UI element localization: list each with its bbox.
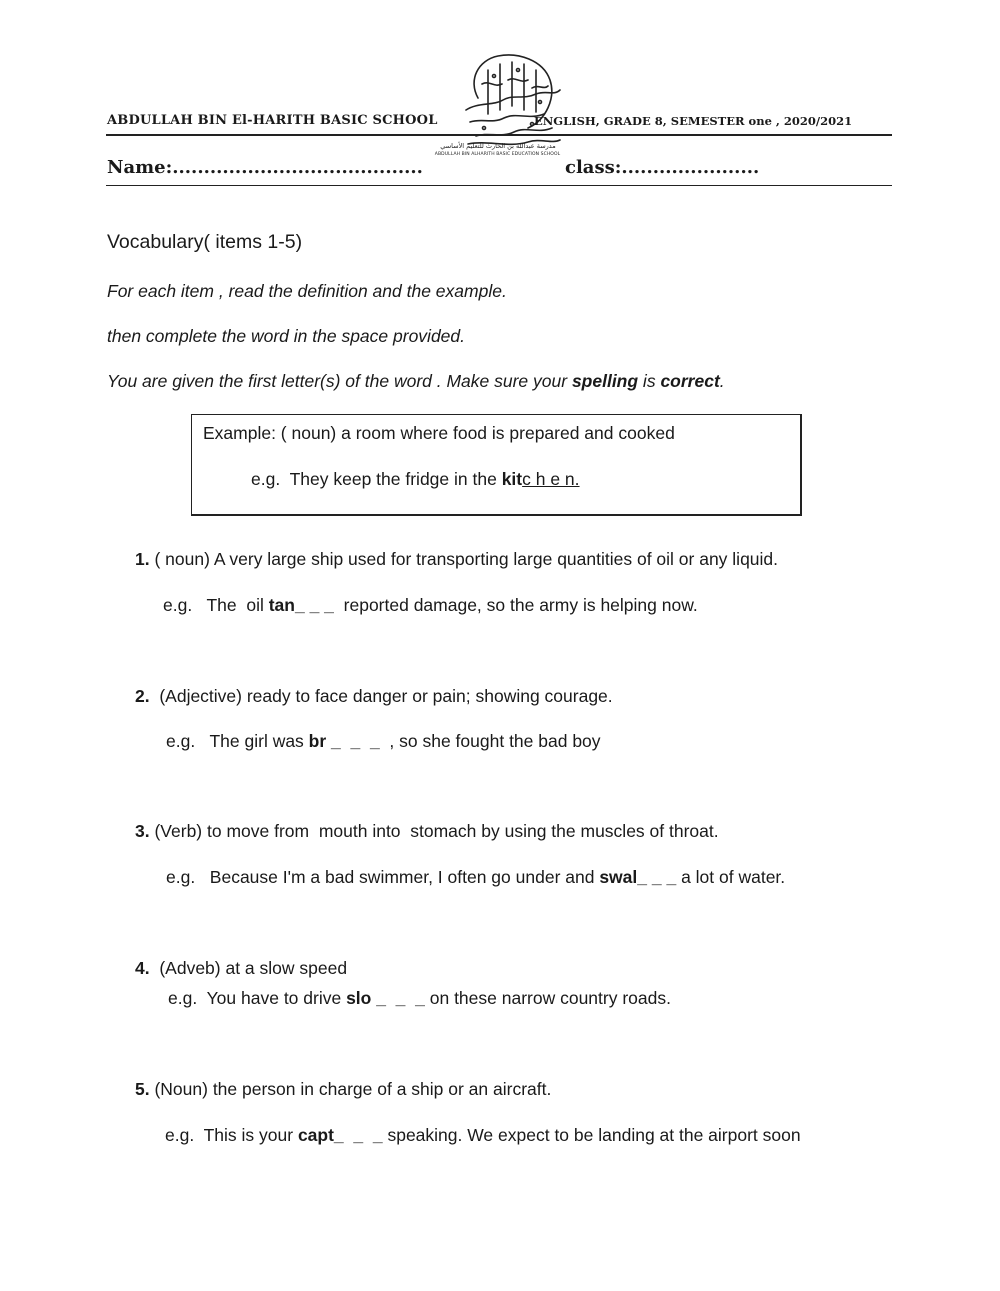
example-word-completion: c h e n. xyxy=(522,469,580,489)
eg-label: e.g. xyxy=(163,595,193,615)
item-definition: (Verb) to move from mouth into stomach by using the muscles of throat. xyxy=(149,821,719,841)
item-4-definition-line xyxy=(135,958,347,979)
item-5-example-line xyxy=(165,1125,801,1146)
item-3-definition-line xyxy=(135,821,719,842)
example-text: speaking. We expect to be landing at the airport soon xyxy=(382,1125,801,1145)
item-3-example-line xyxy=(166,867,785,888)
item-4-word-blank: slo _ _ _ xyxy=(346,988,425,1008)
item-4-example-line xyxy=(168,988,671,1009)
example-definition: Example: ( noun) a room where food is prepared and cooked xyxy=(203,423,675,443)
name-divider xyxy=(106,185,892,186)
class-field: class:...................... xyxy=(565,157,760,178)
eg-label: e.g. xyxy=(165,1125,195,1145)
logo-english-caption: ABDULLAH BIN ALHARITH BASIC EDUCATION SCHOOL xyxy=(434,152,561,157)
example-sentence-text: e.g. They keep the fridge in the xyxy=(251,469,502,489)
instruction-text: . xyxy=(719,371,725,391)
name-field: Name:........................................ xyxy=(107,157,423,178)
instruction-text: is xyxy=(638,371,661,391)
instruction-line-1: For each item , read the definition and the example. xyxy=(107,281,507,301)
eg-label: e.g. xyxy=(168,988,198,1008)
item-1-definition-line xyxy=(135,549,778,570)
item-number: 4. xyxy=(135,958,150,978)
instruction-line-2: then complete the word in the space provided. xyxy=(107,326,465,346)
item-number: 1. xyxy=(135,549,150,569)
instruction-line-3 xyxy=(107,371,725,392)
example-text: The oil xyxy=(192,595,269,615)
item-1-word-blank: tan_ _ _ xyxy=(268,595,334,615)
school-name: ABDULLAH BIN El-HARITH BASIC SCHOOL xyxy=(107,113,438,128)
course-info: ENGLISH, GRADE 8, SEMESTER one , 2020/2021 xyxy=(534,114,853,128)
item-definition: (Adjective) ready to face danger or pain; showing courage. xyxy=(149,686,613,706)
example-text: a lot of water. xyxy=(676,867,786,887)
school-calligraphy-logo xyxy=(448,40,578,156)
item-number: 5. xyxy=(135,1079,150,1099)
item-definition: (Adveb) at a slow speed xyxy=(149,958,348,978)
example-text: The girl was xyxy=(195,731,309,751)
example-text: This is your xyxy=(194,1125,298,1145)
item-number: 2. xyxy=(135,686,150,706)
item-number: 3. xyxy=(135,821,150,841)
item-2-definition-line xyxy=(135,686,613,707)
instruction-bold-spelling: spelling xyxy=(571,371,639,391)
header-divider xyxy=(106,134,892,136)
example-word-given: kit xyxy=(501,469,523,489)
example-text: You have to drive xyxy=(197,988,347,1008)
example-text: , so she fought the bad boy xyxy=(379,731,601,751)
example-sentence xyxy=(251,469,580,490)
logo-arabic-caption: مدرسة عبدالله بن الحارث للتعليم الأساسي xyxy=(440,142,556,150)
example-text: on these narrow country roads. xyxy=(424,988,671,1008)
eg-label: e.g. xyxy=(166,867,196,887)
item-2-word-blank: br _ _ _ xyxy=(308,731,380,751)
item-2-example-line xyxy=(166,731,601,752)
section-title: Vocabulary( items 1-5) xyxy=(107,231,303,253)
example-text: reported damage, so the army is helping now. xyxy=(333,595,698,615)
instruction-bold-correct: correct xyxy=(660,371,720,391)
item-5-definition-line xyxy=(135,1079,551,1100)
item-definition: (Noun) the person in charge of a ship or an aircraft. xyxy=(149,1079,552,1099)
item-1-example-line xyxy=(163,595,698,616)
item-definition: ( noun) A very large ship used for transporting large quantities of oil or any liquid. xyxy=(149,549,779,569)
item-3-word-blank: swal_ _ _ xyxy=(599,867,677,887)
item-5-word-blank: capt_ _ _ xyxy=(297,1125,383,1145)
instruction-text: You are given the first letter(s) of the word . Make sure your xyxy=(107,371,572,391)
example-text: Because I'm a bad swimmer, I often go under and xyxy=(195,867,600,887)
eg-label: e.g. xyxy=(166,731,196,751)
